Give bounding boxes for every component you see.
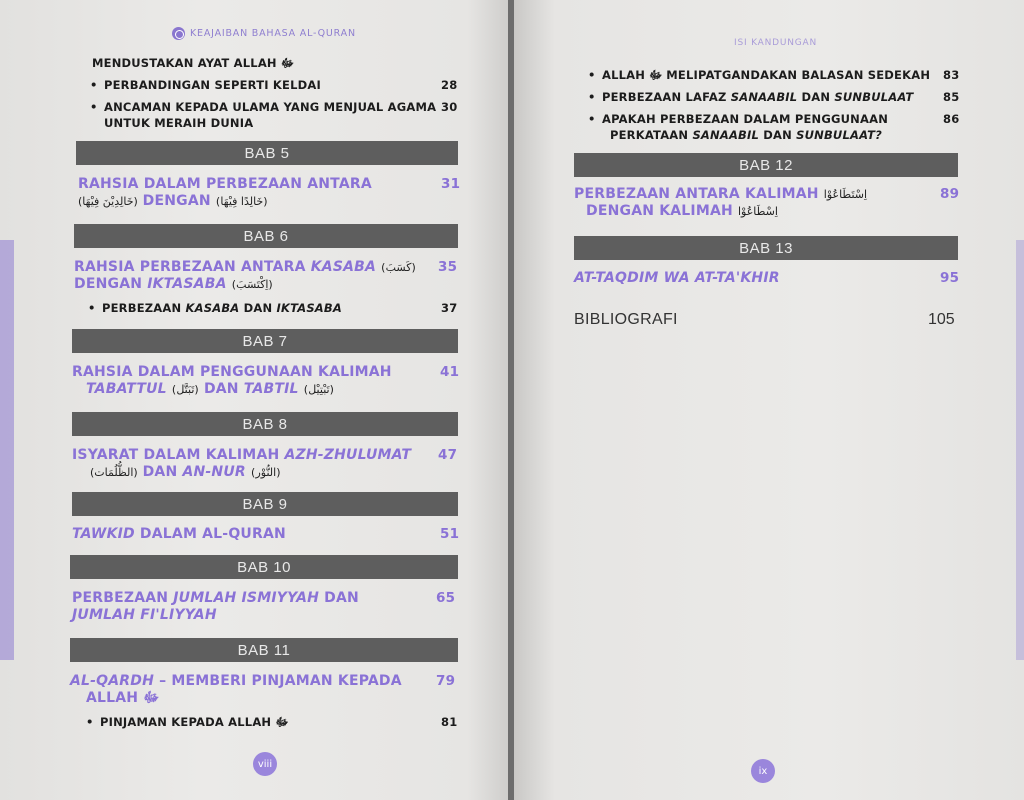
- page-number: 79: [436, 673, 456, 689]
- bibliography-page-number: 105: [928, 311, 955, 328]
- page-number: 86: [943, 112, 960, 126]
- left-page: [0, 0, 508, 800]
- page-number: 85: [943, 90, 960, 104]
- toc-entry: • ALLAH ﷻ MELIPATGANDAKAN BALASAN SEDEKAH 83: [602, 67, 958, 83]
- running-head-right: ISI KANDUNGAN: [734, 38, 818, 48]
- toc-entry: • PERBEZAAN LAFAZ SANAABIL DAN SUNBULAAT 85: [602, 89, 958, 105]
- chapter-title-bab-5: RAHSIA DALAM PERBEZAAN ANTARA (خَالِدِيْنَ فِيْهَا) DENGAN (خَالِدًا فِيْهَا) 31: [78, 176, 461, 209]
- book-logo-icon: [172, 27, 185, 40]
- page-number: 65: [436, 590, 456, 606]
- chapter-title-bab-12: PERBEZAAN ANTARA KALIMAH اِسْتَطَاعُوْا DENGAN KALIMAH اِسْطَاعُوْا 89: [574, 186, 960, 219]
- chapter-title-bab-9: TAWKID DALAM AL-QURAN 51: [72, 526, 460, 542]
- chapter-title-bab-11: AL-QARDH – MEMBERI PINJAMAN KEPADA ALLAH ﷻ 79: [70, 673, 456, 706]
- chapter-title-bab-7: RAHSIA DALAM PENGGUNAAN KALIMAH TABATTUL (تَبَتَّل) DAN TABTIL (تَبْتِيْل) 41: [72, 364, 460, 397]
- page-number: 81: [441, 715, 458, 729]
- bibliography-label: BIBLIOGRAFI: [574, 311, 678, 328]
- running-head-left-text: KEAJAIBAN BAHASA AL-QURAN: [190, 28, 356, 39]
- right-edge-mark: [1016, 240, 1024, 660]
- page-number: 51: [440, 526, 460, 542]
- page-number: 35: [438, 259, 458, 275]
- toc-subentry: • PINJAMAN KEPADA ALLAH ﷻ 81: [100, 714, 458, 730]
- chapter-title-bab-13: AT-TAQDIM WA AT-TA'KHIR 95: [574, 270, 960, 286]
- chapter-bar-bab-5: BAB 5: [76, 141, 458, 165]
- chapter-bar-bab-10: BAB 10: [70, 555, 458, 579]
- toc-entry: MENDUSTAKAN AYAT ALLAH ﷻ: [92, 56, 294, 70]
- chapter-bar-bab-7: BAB 7: [72, 329, 458, 353]
- toc-subentry: • PERBEZAAN KASABA DAN IKTASABA 37: [102, 300, 458, 316]
- chapter-bar-bab-11: BAB 11: [70, 638, 458, 662]
- page-number: 31: [441, 176, 461, 192]
- page-number: 30: [441, 100, 458, 114]
- page-number: 89: [940, 186, 960, 202]
- left-edge-mark: [0, 240, 14, 660]
- toc-entry: • PERBANDINGAN SEPERTI KELDAI 28: [104, 77, 458, 93]
- toc-entry: • APAKAH PERBEZAAN DALAM PENGGUNAAN PERKATAAN SANAABIL DAN SUNBULAAT? 86: [602, 111, 958, 143]
- chapter-bar-bab-12: BAB 12: [574, 153, 958, 177]
- page-number: 41: [440, 364, 460, 380]
- page-number: 37: [441, 301, 458, 315]
- page-number: 95: [940, 270, 960, 286]
- page-number: 83: [943, 68, 960, 82]
- chapter-title-bab-10: PERBEZAAN JUMLAH ISMIYYAH DAN JUMLAH FI'LIYYAH 65: [72, 590, 456, 623]
- page-folio-right: ix: [751, 759, 775, 783]
- chapter-bar-bab-9: BAB 9: [72, 492, 458, 516]
- chapter-bar-bab-13: BAB 13: [574, 236, 958, 260]
- chapter-title-bab-6: RAHSIA PERBEZAAN ANTARA KASABA (كَسَبَ) DENGAN IKTASABA (اِكْتَسَبَ) 35: [74, 259, 458, 292]
- page-number: 47: [438, 447, 458, 463]
- chapter-title-bab-8: ISYARAT DALAM KALIMAH AZH-ZHULUMAT (الظُّلُمَات) DAN AN-NUR (النُّوْر) 47: [72, 447, 458, 480]
- running-head-left: [172, 27, 356, 40]
- chapter-bar-bab-8: BAB 8: [72, 412, 458, 436]
- page-number: 28: [441, 78, 458, 92]
- toc-entry: • ANCAMAN KEPADA ULAMA YANG MENJUAL AGAMA UNTUK MERAIH DUNIA 30: [104, 99, 458, 131]
- page-folio-left: viii: [253, 752, 277, 776]
- chapter-bar-bab-6: BAB 6: [74, 224, 458, 248]
